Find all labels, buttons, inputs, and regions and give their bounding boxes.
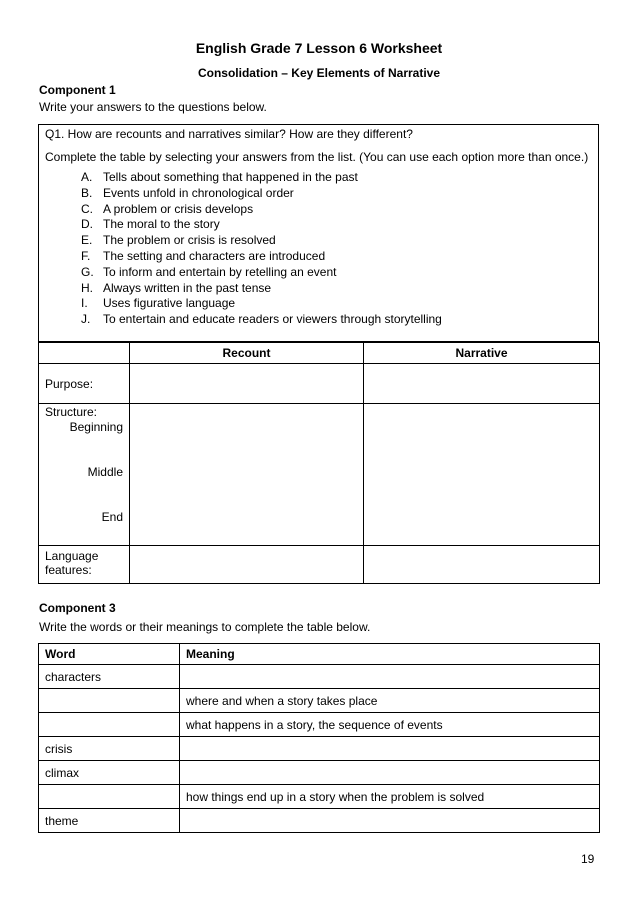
table-row bbox=[39, 809, 600, 833]
meaning-cell: where and when a story takes place bbox=[180, 689, 600, 713]
word-cell[interactable] bbox=[39, 689, 180, 713]
recount-narrative-table bbox=[38, 342, 600, 584]
structure-middle-label: Middle bbox=[87, 465, 123, 479]
meaning-cell[interactable] bbox=[180, 761, 600, 785]
table-row bbox=[39, 665, 600, 689]
question1-text: Q1. How are recounts and narratives similar? How are they different? bbox=[45, 127, 413, 141]
answer-cell-recount-purpose[interactable] bbox=[130, 364, 364, 404]
option-item: E. The problem or crisis is resolved bbox=[81, 233, 276, 248]
table-row bbox=[39, 737, 600, 761]
option-item: G. To inform and entertain by retelling an event bbox=[81, 264, 337, 279]
component1-instruction: Write your answers to the questions below. bbox=[39, 100, 267, 114]
table-row bbox=[39, 761, 600, 785]
table-corner-cell bbox=[39, 343, 130, 364]
table-row bbox=[39, 785, 600, 809]
meaning-cell: what happens in a story, the sequence of events bbox=[180, 713, 600, 737]
options-list bbox=[81, 170, 442, 328]
option-item: F. The setting and characters are introduced bbox=[81, 248, 326, 263]
vocabulary-table bbox=[38, 643, 600, 833]
structure-end-label: End bbox=[101, 510, 123, 524]
row-label-language-features: Language features: bbox=[39, 546, 130, 584]
question1-box bbox=[38, 124, 599, 342]
column-header-recount: Recount bbox=[130, 343, 364, 364]
word-cell[interactable] bbox=[39, 713, 180, 737]
answer-cell-narrative-structure[interactable] bbox=[364, 404, 600, 546]
option-item: I. Uses figurative language bbox=[81, 296, 236, 311]
component1-heading: Component 1 bbox=[39, 83, 116, 97]
page-number: 19 bbox=[581, 852, 595, 866]
row-label-purpose: Purpose: bbox=[39, 364, 130, 404]
word-cell: climax bbox=[39, 761, 180, 785]
option-item: B. Events unfold in chronological order bbox=[81, 185, 294, 200]
answer-cell-recount-language[interactable] bbox=[130, 546, 364, 584]
structure-beginning-label: Beginning bbox=[69, 420, 123, 434]
component3-instruction: Write the words or their meanings to complete the table below. bbox=[39, 620, 371, 634]
structure-label: Structure: bbox=[45, 405, 98, 419]
meaning-cell[interactable] bbox=[180, 665, 600, 689]
table-row bbox=[39, 689, 600, 713]
word-cell[interactable] bbox=[39, 785, 180, 809]
meaning-cell[interactable] bbox=[180, 737, 600, 761]
option-item: C. A problem or crisis develops bbox=[81, 201, 254, 216]
word-cell: theme bbox=[39, 809, 180, 833]
answer-cell-recount-structure[interactable] bbox=[130, 404, 364, 546]
option-item: H. Always written in the past tense bbox=[81, 280, 272, 295]
page-subtitle: Consolidation – Key Elements of Narrative bbox=[197, 66, 441, 80]
row-label-structure bbox=[39, 404, 130, 546]
word-cell: characters bbox=[39, 665, 180, 689]
option-item: A. Tells about something that happened in the past bbox=[81, 170, 358, 184]
column-header-meaning: Meaning bbox=[180, 644, 600, 665]
page-title: English Grade 7 Lesson 6 Worksheet bbox=[195, 40, 443, 56]
meaning-cell[interactable] bbox=[180, 809, 600, 833]
component3-heading: Component 3 bbox=[39, 601, 116, 615]
column-header-word: Word bbox=[39, 644, 180, 665]
meaning-cell: how things end up in a story when the problem is solved bbox=[180, 785, 600, 809]
answer-cell-narrative-purpose[interactable] bbox=[364, 364, 600, 404]
option-item: J. To entertain and educate readers or viewers through storytelling bbox=[81, 312, 442, 327]
column-header-narrative: Narrative bbox=[364, 343, 600, 364]
option-item: D. The moral to the story bbox=[81, 217, 220, 232]
table-row bbox=[39, 713, 600, 737]
answer-cell-narrative-language[interactable] bbox=[364, 546, 600, 584]
question1-instruction: Complete the table by selecting your answers from the list. (You can use each option more than once.) bbox=[45, 150, 589, 164]
word-cell: crisis bbox=[39, 737, 180, 761]
